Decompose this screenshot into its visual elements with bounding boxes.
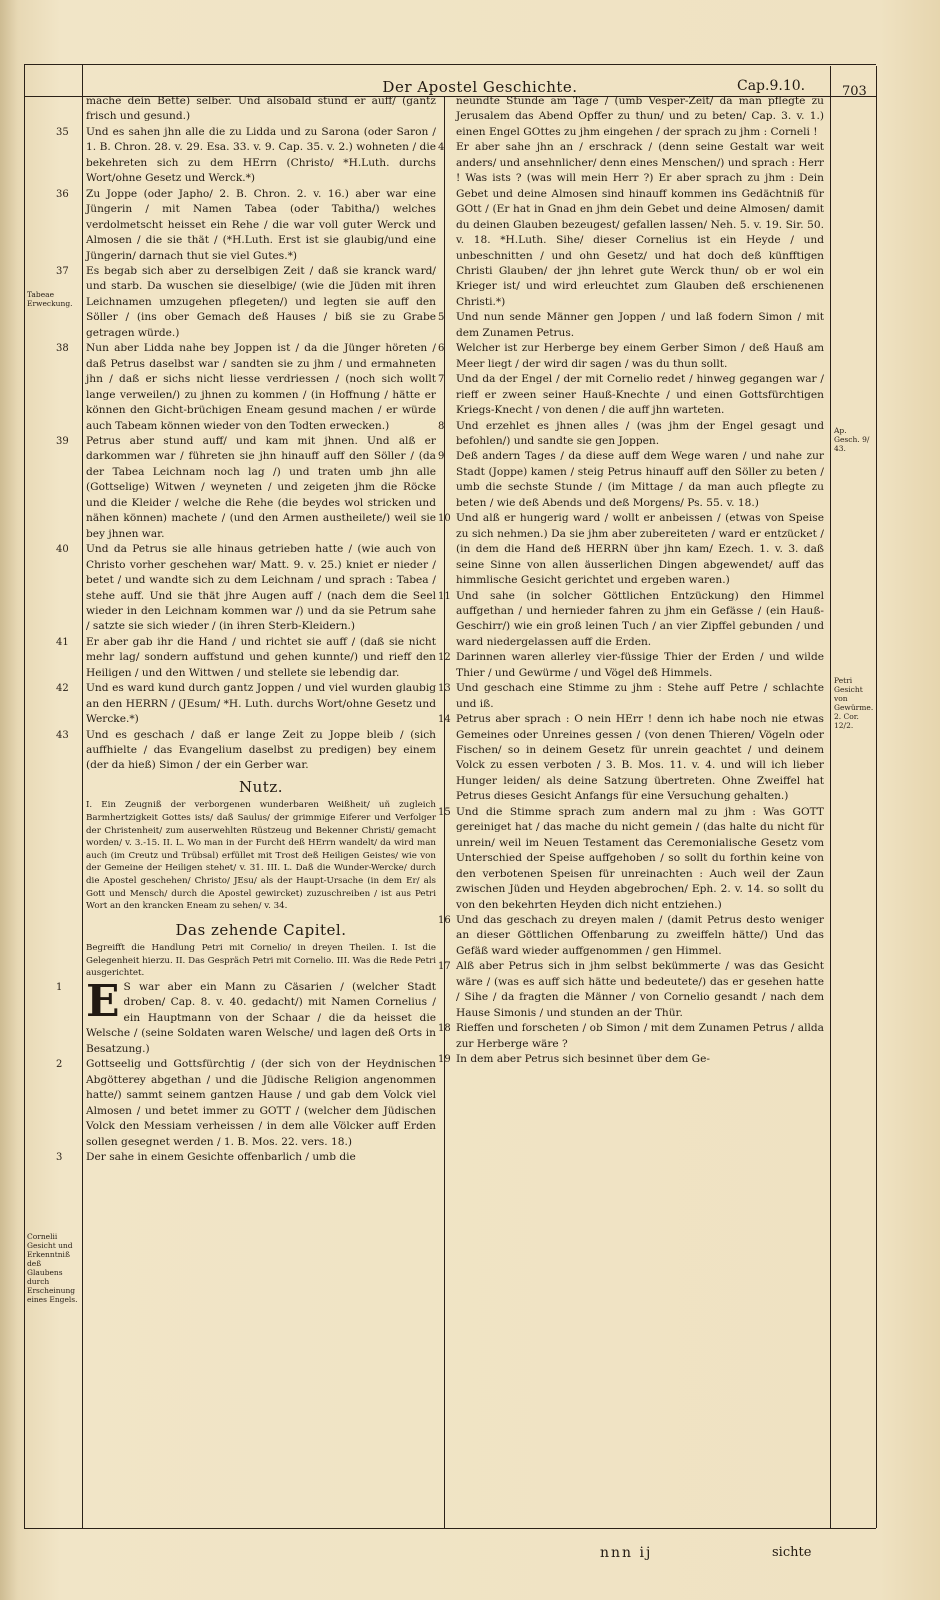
margin-note-acts-ref: Ap. Gesch. 9/ 43. (834, 426, 870, 453)
verse-16: 16 Und das geschach zu dreyen malen / (damit Petrus desto weniger an dieser Göttlichen Offenbarung zu zweiffeln hätte/) Und das Gefäß ward wieder auffgenommen / gen Himmel. (438, 914, 824, 957)
left-text-column (56, 94, 436, 1334)
verse-8: 8 Und erzehlet es jhnen alles / (was jhm der Engel gesagt und befohlen/) und sandte sie gen Joppen. (438, 419, 824, 447)
verse-43: 43 Und es geschach / daß er lange Zeit zu Joppe bleib / (sich auffhielte / das Evangelium daselbst zu predigen) bey einem (der da hieß) Simon / der ein Gerber war. (56, 728, 436, 772)
verse-38: 38 Nun aber Lidda nahe bey Joppen ist / da die Jünger höreten / daß Petrus daselbst war / sandten sie zu jhm / und ermahneten jhn / daß er sichs nicht liesse verdriessen / (noch sich wollt lange verweilen/) zu jhnen zu kommen / (in Hoffnung / hätte er können den Gicht-brüchigen Eneam gesund machen / er würde auch Tabeam können wieder von den Todten erwecken.) (56, 342, 436, 432)
chapter-reference: Cap.9.10. (737, 78, 806, 94)
verse-list-ch9 (56, 94, 436, 774)
margin-note-tabea: Tabeae Erweckung. (27, 290, 73, 308)
margin-note-petrus-vision: Petri Gesicht von Gewürme. 2. Cor. 12/2. (834, 676, 874, 730)
verse-15: 15 Und die Stimme sprach zum andern mal zu jhm : Was GOTT gereiniget hat / das mache du nicht gemein / (das halte du nicht für unrein/ weil im Neuen Testament das Ceremonialische Gesetz vom Unterschied der Speise auffgehoben / so sollt du forthin keine von den verbotenen Speisen für unreinachten : Auch weil der Zaun zwischen Jüden und Heyden abgebrochen/ Eph. 2. v. 14. so sollt du von den bekehrten Heyden dich nicht entziehen.) (438, 805, 824, 911)
verse-18: 18 Rieffen und forscheten / ob Simon / mit dem Zunamen Petrus / allda zur Herberge wäre ? (438, 1022, 824, 1050)
verse-ch10-3: 3 Der sahe in einem Gesichte offenbarlich / umb die (56, 1150, 356, 1163)
verse-4: 4 Er aber sahe jhn an / erschrack / (denn seine Gestalt war weit anders/ und ansehnlicher/ denn eines Menschen/) und sprach : Herr ! Was ists ? (was will mein Herr ?) Er aber sprach zu jhm : Dein Gebet und deine Almosen sind hinauff kommen ins Gedächtniß für GOtt / (Er hat in Gnad en jhm dein Gebet und deine Almosen/ damit du deinen Glauben bezeugest/ gefallen lassen/ Neh. 5. v. 19. Sir. 50. v. 18. *H.Luth. Sihe/ dieser Cornelius ist ein Heyde / und unbeschnitten / und ohn Gesetz/ und hat doch deß künfftigen Christi Glauben/ der jhn lehret gute Werck thun/ ob er wol ein Krieger ist/ und wird erleuchtet zum Glauben deß erschienenen Christi.*) (438, 141, 824, 308)
verse-7: 7 Und da der Engel / der mit Cornelio redet / hinweg gegangen war / rieff er zween seiner Hauß-Knechte / und einen Gottsfürchtigen Kriegs-Knecht / von denen / die auff jhn warteten. (438, 373, 824, 417)
verse-39: 39 Petrus aber stund auff/ und kam mit jhnen. Und alß er darkommen war / führeten sie jhn hinauff auff den Söller / (da der Tabea Leichnam noch lag /) und traten umb jhn alle (Gottselige) Witwen / weyneten / und zeigeten jhm die Röcke und die Kleider / welche die Rehe (die beydes wol stricken und nähen können) machete / (und den Armen austheilete/) weil sie bey jhnen war. (56, 434, 436, 540)
verse-35: 35 Und es sahen jhn alle die zu Lidda und zu Sarona (oder Saron / 1. B. Chron. 28. v. 29. Esa. 33. v. 9. Cap. 35. v. 2.) wohneten / die bekehreten sich zu dem HErrn (Christo/ *H.Luth. durchs Wort/ohne Gesetz und Werck.*) (56, 125, 436, 185)
right-frame-line (830, 66, 831, 1528)
verse-list-ch10 (56, 975, 436, 1165)
top-rule (24, 64, 876, 65)
verse-13: 13 Und geschach eine Stimme zu jhm : Stehe auff Petre / schlachte und iß. (438, 682, 824, 710)
verse-6: 6 Welcher ist zur Herberge bey einem Gerber Simon / deß Hauß am Meer liegt / der wird dir sagen / was du thun sollt. (438, 342, 824, 370)
verse-5: 5 Und nun sende Männer gen Joppen / und laß fodern Simon / mit dem Zunamen Petrus. (438, 311, 824, 339)
signature-mark: nnn ij (600, 1545, 653, 1561)
chapter-heading: Das zehende Capitel. (175, 920, 347, 939)
verse-17: 17 Alß aber Petrus sich in jhm selbst bekümmerte / was das Gesicht wäre / (was es auff sich hätte und bedeutete/) das er gesehen hatte / Sihe / da fragten die Männer / von Cornelio gesandt / nach dem Hause Simonis / und stunden an der Thür. (438, 960, 824, 1019)
verse-42: 42 Und es ward kund durch gantz Joppen / und viel wurden glaubig an den HERRN / (JEsum/ *H. Luth. durchs Wort/ohne Gesetz und Wercke.*) (56, 682, 436, 726)
verse-ch10-1: 1 E S war aber ein Mann zu Cäsarien / (welcher Stadt droben/ Cap. 8. v. 40. gedacht/) mit Namen Cornelius / ein Hauptmann von der Schaar / die da heisset die Welsche / (seine Soldaten waren Welsche/ und lagen deß Orts in Besatzung.) (56, 975, 436, 1055)
running-title: Der Apostel Geschichte. (382, 78, 578, 96)
verse-37: 37 Es begab sich aber zu derselbigen Zeit / daß sie kranck ward/ und starb. Da wuschen sie dieselbige/ (wie die Jüden mit ihren Leichnamen umzugehen pflegeten/) und legten sie auff den Söller / (ins ober Gemach deß Hauses / biß sie zu Grabe getragen würde.) (56, 264, 436, 339)
nutz-heading: Nutz. (239, 777, 283, 796)
nutz-text: I. Ein Zeugniß der verborgenen wunderbaren Weißheit/ uñ zugleich Barmhertzigkeit Gottes ists/ daß Saulus/ der grimmige Eiferer und Verfolger der Christenheit/ zum auserwehlten Rüstzeug und Bekenner Christi/ gemacht worden/ v. 3.-15. II. L. Wo man in der Furcht deß HErrn wandelt/ da wird man auch (im Creutz und Trübsal) erfüllet mit Trost deß Heiligen Geistes/ wie von der Gemeine der Heiligen stehet/ v. 31. III. L. Daß die Wunder-Wercke/ durch die Apostel geschehen/ Christo/ JEsu/ als der Haupt-Ursache (in dem Er/ als Gott und Mensch/ durch die Apostel gewircket) zuzuschreiben / ist aus Petri Wort an den krancken Eneam zu sehen/ v. 34. (86, 800, 436, 912)
catchword: sichte (772, 1545, 812, 1560)
verse-cont-right: neundte Stunde am Tage / (umb Vesper-Zeit/ da man pflegte zu Jerusalem das Abend Opffer zu thun/ und zu beten/ Cap. 3. v. 1.) einen Engel GOttes zu jhm eingehen / der sprach zu jhm : Corneli ! (456, 95, 824, 138)
right-margin-outer-line (876, 66, 877, 1528)
verse-36: 36 Zu Joppe (oder Japho/ 2. B. Chron. 2. v. 16.) aber war eine Jüngerin / mit Namen Tabea (oder Tabitha/) welches verdolmetscht heisset ein Rehe / die war voll guter Werck und Almosen / die sie thät / (*H.Luth. Erst ist sie glaubig/und eine Jüngerin/ darnach thut sie viel Gutes.*) (56, 187, 436, 262)
verse-41: 41 Er aber gab ihr die Hand / und richtet sie auff / (daß sie nicht mehr lag/ sondern auffstund und gehen kunnte/) und rieff den Heiligen / und den Wittwen / und stellete sie lebendig dar. (56, 635, 436, 679)
left-margin-outer-line (24, 64, 25, 1529)
left-frame-line (82, 64, 83, 1529)
verse-19: 19 In dem aber Petrus sich besinnet über dem Ge- (438, 1053, 710, 1066)
verse-10: 10 Und alß er hungerig ward / wollt er anbeissen / (etwas von Speise zu sich nehmen.) Da sie jhm aber zubereiteten / ward er entzücket / (in dem die Hand deß HERRN über jhn kam/ Ezech. 1. v. 3. daß seine Sinne von allen äusserlichen Dingen abgewendet/ auff das himmlische Gesicht gerichtet und ergeben waren.) (438, 512, 824, 587)
right-text-column (438, 94, 824, 1354)
verse-ch10-2: 2 Gottseelig und Gottsfürchtig / (der sich von der Heydnischen Abgötterey abgethan / und die Jüdische Religion angenommen hatte/) sammt seinem gantzen Hause / und gab dem Volck viel Almosen / und betet immer zu GOTT / (welcher dem Jüdischen Volck den Messiam verheissen / in dem alle Völcker auff Erden sollen gesegnet werden / 1. B. Mos. 22. vers. 18.) (56, 1058, 436, 1148)
verse-cont: mache dein Bette) selber. Und alsobald stund er auff/ (gantz frisch und gesund.) (86, 95, 436, 123)
verse-9: 9 Deß andern Tages / da diese auff dem Wege waren / und nahe zur Stadt (Joppe) kamen / steig Petrus hinauff auff den Söller zu beten / umb die sechste Stunde / (im Mittage / da man auch pflegte zu beten / wie deß Abends und deß Morgens/ Ps. 55. v. 18.) (438, 450, 824, 509)
bottom-rule (24, 1528, 876, 1529)
page-number: 703 (842, 84, 867, 99)
chapter-summary: Begreifft die Handlung Petri mit Cornelio/ in dreyen Theilen. I. Ist die Gelegenheit hierzu. II. Das Gespräch Petri mit Cornelio. III. Was die Rede Petri ausgerichtet. (86, 943, 436, 979)
verse-40: 40 Und da Petrus sie alle hinaus getrieben hatte / (wie auch von Christo vorher geschehen war/ Matt. 9. v. 25.) kniet er nieder / betet / und wandte sich zu dem Leichnam / und sprach : Tabea / stehe auff. Und sie thät jhre Augen auff / (nach dem die Seel wieder in den Leichnam kommen war /) und da sie Petrum sahe / satzte sie sich wieder / (in ihren Sterb-Kleidern.) (56, 543, 436, 633)
margin-note-cornelius: Cornelii Gesicht und Erkenntniß deß Glaubens durch Erscheinung eines Engels. (27, 1232, 78, 1304)
verse-12: 12 Darinnen waren allerley vier-füssige Thier der Erden / und wilde Thier / und Gewürme / und Vögel deß Himmels. (438, 651, 824, 679)
verse-11: 11 Und sahe (in solcher Göttlichen Entzückung) den Himmel auffgethan / und hernieder fahren zu jhm ein Gefässe / (ein Hauß-Geschirr/) wie ein groß leinen Tuch / an vier Zipffel gebunden / und ward niedergelassen auff die Erden. (438, 589, 824, 648)
verse-14: 14 Petrus aber sprach : O nein HErr ! denn ich habe noch nie etwas Gemeines oder Unreines gessen / (von denen Thieren/ Vögeln oder Fischen/ so in deinem Gesetz für unrein geachtet / und deinem Volck zu essen verboten / 3. B. Mos. 11. v. 4. und will ich lieber Hunger leiden/ als deine Satzung übertreten. Ohne Zweiffel hat Petrus dieses Gesicht Anfangs für eine Versuchung gehalten.) (438, 713, 824, 803)
drop-capital: E (86, 975, 120, 1027)
